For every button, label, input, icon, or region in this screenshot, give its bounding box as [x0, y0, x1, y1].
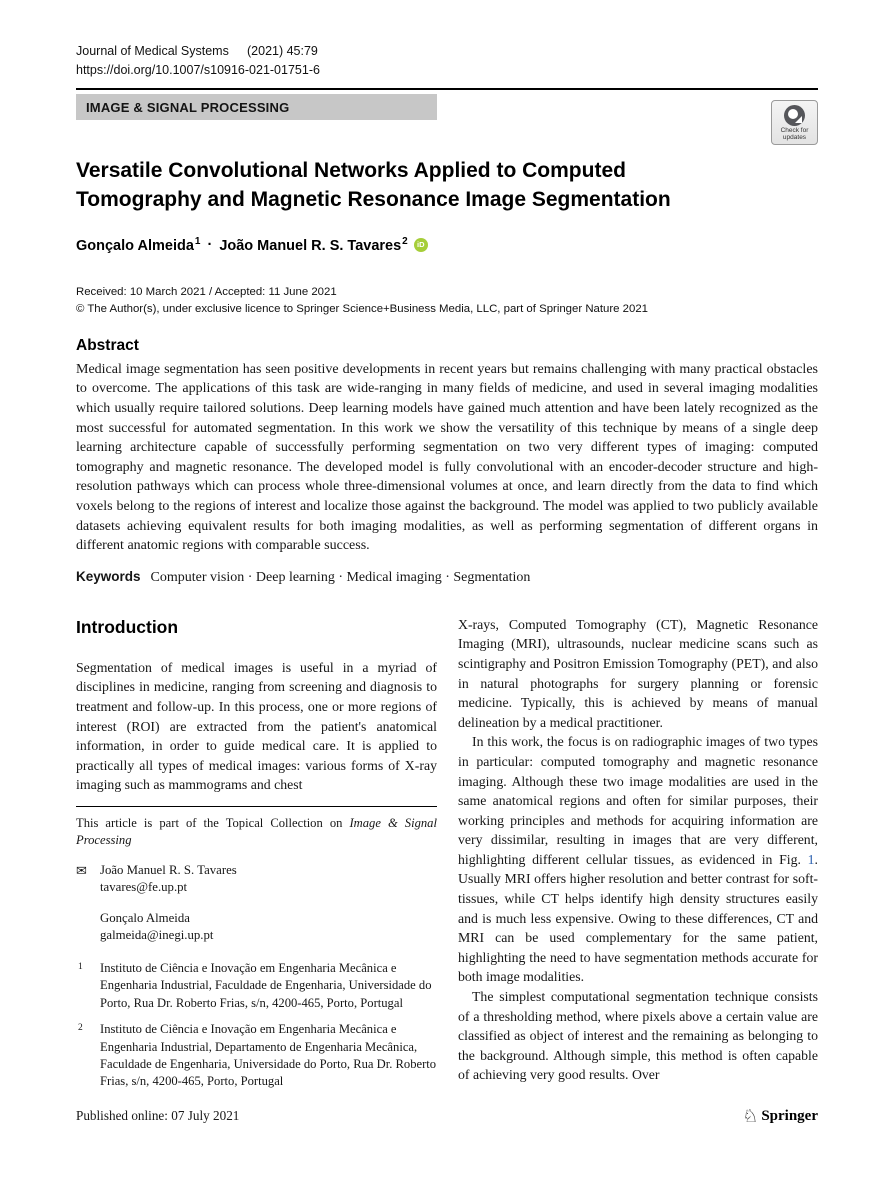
affiliation-2: [76, 1021, 437, 1091]
affiliation-2-text: Instituto de Ciência e Inovação em Engenharia Mecânica e Engenharia Industrial, Departamento de Engenharia Mecânica, Faculdade de Engenharia, Universidade do Porto, Rua Dr. Roberto Frias, s/n, 4200-465, Porto, Portugal: [100, 1022, 437, 1089]
journal-name: Journal of Medical Systems: [76, 44, 229, 58]
affiliation-1-text: Instituto de Ciência e Inovação em Engenharia Mecânica e Engenharia Industrial, Faculdade de Engenharia, Universidade do Porto, Rua Dr. Roberto Frias, s/n, 4200-465, Porto, Portugal: [100, 960, 432, 1010]
page-content: [76, 0, 818, 1100]
two-column-body: [76, 615, 818, 1100]
header-rule: [76, 88, 818, 90]
left-column: [76, 615, 437, 1100]
figure-1-reference[interactable]: 1: [807, 851, 815, 867]
introduction-paragraph: Segmentation of medical images is useful in a myriad of disciplines in medicine, ranging from screening and diagnosis to treatment and follow-up. In this process, one or more regions of interest (ROI) are extracted from the patient's anatomical information, in order to guide medical care. It is applied to practically all types of medical images: various forms of X-ray imaging such as mammograms and chest: [76, 659, 437, 793]
check-for-updates-badge[interactable]: [771, 100, 818, 145]
intro-paragraph-3: In this work, the focus is on radiographic images of two types in particular: computed tomography and magnetic resonance imaging. Although these two image modalities are used in the same anatomical regions and often for similar purposes, their working principles and methods for acquiring information are very dissimilar, resulting in images that are very different, highlighting different cellular tissues, as evidenced in Fig. 1. Usually MRI offers higher resolution and better contrast for soft-tissues, while CT helps identify high density structures easily and is much less expensive. Owing to these differences, CT and MRI can be used complementary for the same patient, highlighting the need to have segmentation methods accurate for both image modalities.: [458, 734, 818, 985]
article-meta: [76, 284, 818, 318]
received-accepted-line: Received: 10 March 2021 / Accepted: 11 June 2021: [76, 285, 337, 298]
journal-citation-line: [76, 44, 818, 62]
abstract-heading: Abstract: [76, 336, 139, 354]
springer-horse-icon: ♘: [742, 1106, 759, 1126]
copyright-line: © The Author(s), under exclusive licence to Springer Science+Business Media, LLC, part of Springer Nature 2021: [76, 302, 649, 315]
article-title-line2: Tomography and Magnetic Resonance Image Segmentation: [76, 188, 671, 211]
affiliation-1: [76, 960, 437, 1012]
affiliation-2-number: 2: [78, 1023, 83, 1034]
corresponding-author-name: João Manuel R. S. Tavares: [100, 862, 237, 877]
second-author-contact-block: [76, 910, 437, 945]
second-author-contact: [100, 910, 437, 945]
second-author-name: Gonçalo Almeida: [100, 910, 190, 925]
corresponding-author-email[interactable]: tavares@fe.up.pt: [100, 880, 188, 895]
keywords-list: Computer vision · Deep learning · Medical imaging · Segmentation: [150, 569, 531, 585]
corresponding-author: [100, 862, 437, 897]
authors-line: [76, 236, 818, 254]
page-header: [76, 0, 818, 81]
author-1-affiliation-sup: 1: [194, 236, 201, 247]
author-2-affiliation-sup: 2: [402, 236, 408, 247]
article-title-line1: Versatile Convolutional Networks Applied to Computed: [76, 159, 626, 182]
right-column: [458, 615, 818, 1100]
doi-link[interactable]: https://doi.org/10.1007/s10916-021-01751-6: [76, 63, 320, 77]
footnote-block: [76, 806, 437, 1091]
orcid-icon[interactable]: iD: [414, 238, 428, 252]
envelope-icon: ✉: [76, 862, 87, 878]
topical-collection-name: Image & Signal Processing: [76, 815, 437, 847]
author-1-name: Gonçalo Almeida$^1$: [76, 236, 201, 254]
introduction-heading: Introduction: [76, 616, 179, 637]
abstract-text: Medical image segmentation has seen positive developments in recent years but remains challenging with many practical obstacles to overcome. The applications of this task are wide-ranging in many fields of medicine, and used in several imaging modalities which usually require tailored solutions. Deep learning models have gained much attention and have been lately recognized as the most successful for automated segmentation. In this work we show the versatility of this technique by means of a single deep learning architecture capable of successfully performing segmentation on two very different types of imaging: computed tomography and magnetic resonance. The developed model is fully convolutional with an encoder-decoder structure and high-resolution pathways which can process whole three-dimensional volumes at once, and learn directly from the data to find which voxels belong to the regions of interest and localize those against the background. The model was applied to two publicly available datasets achieving equivalent results for both imaging modalities, as well as performing segmentation of different organs in different anatomic regions with comparable success.: [76, 361, 818, 554]
keywords-line: [76, 569, 818, 586]
affiliations-list: [76, 960, 437, 1091]
keywords-label: Keywords: [76, 568, 141, 584]
page-footer: [76, 1107, 818, 1125]
corresponding-author-block: [76, 862, 437, 897]
published-online-date: Published online: 07 July 2021: [76, 1108, 240, 1123]
springer-wordmark: Springer: [761, 1107, 818, 1124]
second-author-email[interactable]: galmeida@inegi.up.pt: [100, 928, 214, 943]
citation-number: (2021) 45:79: [247, 44, 318, 58]
check-for-updates-label: Check for updates: [780, 126, 809, 141]
article-title: [76, 156, 818, 214]
springer-logo: [742, 1107, 818, 1125]
affiliation-1-number: 1: [78, 961, 83, 972]
intro-paragraph-4: The simplest computational segmentation technique consists of a thresholding method, where pixels above a certain value are classified as object of interest and the remaining as belonging to the background. Although simple, this method is often capable of achieving very good results. Over: [458, 989, 818, 1083]
intro-paragraph-2: X-rays, Computed Tomography (CT), Magnetic Resonance Imaging (MRI), ultrasounds, nuclear medicine scans such as scintigraphy and Positron Emission Tomography (PET), and also in natural photographs for surgery planning or forensic medicine. Typically, this is achieved by means of manual delineation by a medical practitioner.: [458, 616, 818, 730]
topical-collection-note: This article is part of the Topical Collection on Image & Signal Processing: [76, 815, 437, 847]
crossmark-icon: [784, 105, 805, 126]
footnote-rule: [76, 806, 437, 807]
section-banner: IMAGE & SIGNAL PROCESSING: [76, 94, 437, 120]
author-2-name: João Manuel R. S. Tavares$^2$: [219, 236, 408, 254]
author-separator: ·: [207, 236, 213, 253]
